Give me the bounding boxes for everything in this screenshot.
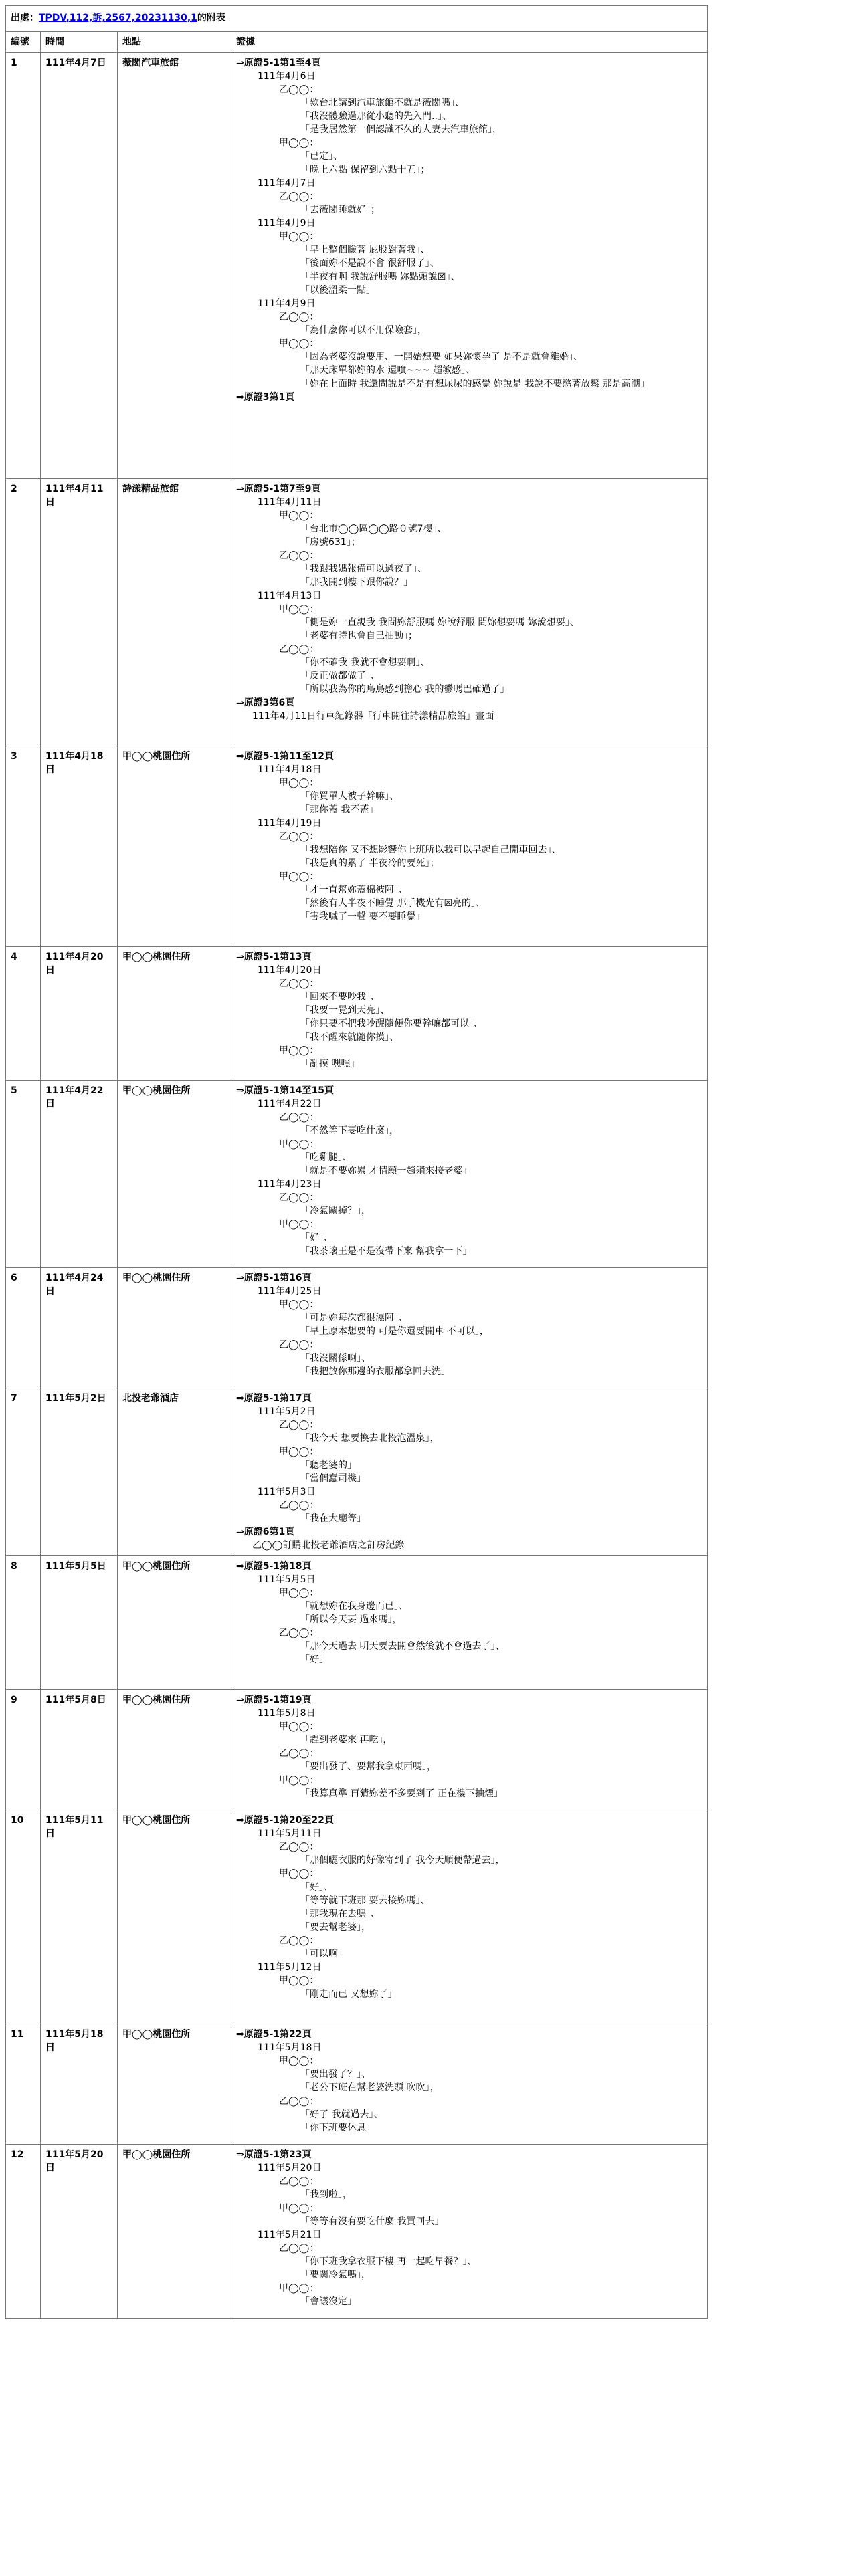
quote-line: 「我茶壞王是不是沒帶下來 幫我拿一下」 [300, 1246, 472, 1257]
caption-prefix: 出處： [11, 13, 39, 23]
speaker-label: 甲◯◯： [279, 510, 319, 521]
quote-line: 「好」、 [300, 1232, 333, 1243]
row-no: 11 [6, 2024, 41, 2145]
quote-line: 「好」 [300, 1654, 328, 1665]
evidence-source: ⇒原證3第6頁 [236, 697, 295, 708]
table-row [6, 1388, 708, 1556]
quote-line: 「我在大廳等」 [300, 1513, 366, 1524]
speaker-label: 甲◯◯： [279, 1775, 319, 1786]
row-evidence [231, 1268, 708, 1388]
row-no: 12 [6, 2145, 41, 2319]
evidence-source: ⇒原證5-1第16頁 [236, 1273, 312, 1283]
quote-line: 「晚上六點 保留到六點十五」； [300, 165, 430, 175]
quote-line: 「趕到老婆來 再吃」， [300, 1735, 393, 1745]
quote-line: 「我想陪你 又不想影響你上班所以我可以早起自己開車回去」、 [300, 845, 561, 855]
quote-line: 「我算真準 再猜妳差不多要到了 正在樓下抽煙」 [300, 1788, 503, 1799]
quote-line: 「早上整個臉著 屁股對著我」、 [300, 245, 430, 255]
quote-line: 「老公下班在幫老婆洗頭 吹吹」， [300, 2082, 440, 2093]
evidence-source: ⇒原證5-1第20至22頁 [236, 1815, 334, 1826]
source-link[interactable]: TPDV,112,訴,2567,20231130,1 [39, 13, 197, 23]
speaker-label: 甲◯◯： [279, 604, 319, 615]
row-time: 111年4月18日 [41, 746, 118, 947]
quote-line: 「我沒體驗過那從小聽的先入門..」、 [300, 111, 452, 122]
evidence-date: 111年4月20日 [258, 965, 322, 976]
evidence-date: 111年4月23日 [258, 1179, 322, 1190]
quote-line: 「聽老婆的」 [300, 1460, 357, 1471]
speaker-label: 甲◯◯： [279, 2056, 319, 2066]
row-time: 111年5月18日 [41, 2024, 118, 2145]
speaker-label: 乙◯◯： [279, 191, 319, 202]
table-row [6, 2145, 708, 2319]
row-place: 詩漾精品旅館 [118, 479, 231, 746]
table-row [6, 2024, 708, 2145]
quote-line: 「我跟我媽報備可以過夜了」、 [300, 564, 427, 574]
speaker-label: 乙◯◯： [279, 84, 319, 95]
evidence-source: ⇒原證5-1第11至12頁 [236, 751, 334, 762]
table-row [6, 1081, 708, 1268]
row-place: 甲◯◯桃園住所 [118, 1690, 231, 1810]
evidence-date: 111年4月9日 [258, 218, 316, 229]
speaker-label: 乙◯◯： [279, 1500, 319, 1511]
quote-line: 「反正做都做了」、 [300, 671, 380, 681]
quote-line: 「我把放你那邊的衣服都拿回去洗」 [300, 1366, 450, 1377]
evidence-source: ⇒原證3第1頁 [236, 392, 295, 403]
row-place: 甲◯◯桃園住所 [118, 2145, 231, 2319]
speaker-label: 甲◯◯： [279, 138, 319, 148]
speaker-label: 甲◯◯： [279, 1045, 319, 1056]
evidence-source: ⇒原證5-1第22頁 [236, 2029, 312, 2040]
row-place: 甲◯◯桃園住所 [118, 1810, 231, 2024]
row-evidence [231, 1556, 708, 1690]
quote-line: 「然後有人半夜不睡覺 那手機光有☒亮的」、 [300, 898, 485, 909]
table-caption [6, 6, 708, 32]
speaker-label: 乙◯◯： [279, 312, 319, 322]
quote-line: 「當個蠢司機」 [300, 1473, 366, 1484]
quote-line: 「會議沒定」 [300, 2296, 357, 2307]
evidence-date: 111年5月12日 [258, 1962, 322, 1973]
quote-line: 「去薇閣睡就好」； [300, 205, 380, 215]
quote-line: 「你只要不把我吵醒隨便你要幹嘛都可以」、 [300, 1018, 483, 1029]
quote-line: 「才一直幫妳蓋棉被阿」、 [300, 885, 408, 895]
table-row [6, 1268, 708, 1388]
quote-line: 「所以今天要 過來嗎」， [300, 1614, 402, 1625]
speaker-label: 甲◯◯： [279, 338, 319, 349]
evidence-table [5, 5, 708, 2319]
quote-line: 「早上原本想要的 可是你還要開車 不可以」， [300, 1326, 489, 1337]
row-evidence [231, 479, 708, 746]
row-evidence [231, 53, 708, 479]
row-evidence [231, 2145, 708, 2319]
speaker-label: 乙◯◯： [279, 1420, 319, 1430]
quote-line: 「可是妳每次都很濕阿」、 [300, 1313, 408, 1323]
evidence-date: 111年5月3日 [258, 1487, 316, 1497]
row-time: 111年4月20日 [41, 947, 118, 1081]
evidence-source: ⇒原證6第1頁 [236, 1527, 295, 1537]
quote-line: 「你不確我 我就不會想要啊」、 [300, 657, 430, 668]
evidence-date: 111年4月11日 [258, 497, 322, 508]
quote-line: 「半夜有啊 我說舒服嗎 妳點頭說☒」、 [300, 272, 460, 282]
header-place: 地點 [118, 32, 231, 53]
row-time: 111年5月11日 [41, 1810, 118, 2024]
row-evidence [231, 2024, 708, 2145]
speaker-label: 乙◯◯： [279, 2243, 319, 2254]
quote-line: 「可以啊」 [300, 1949, 347, 1959]
quote-line: 「剛走而已 又想妳了」 [300, 1989, 397, 2000]
speaker-label: 乙◯◯： [279, 831, 319, 842]
quote-line: 「好了 我就過去」、 [300, 2109, 383, 2120]
speaker-label: 甲◯◯： [279, 778, 319, 788]
quote-line: 「等等有沒有要吃什麼 我買回去」 [300, 2216, 444, 2227]
speaker-label: 乙◯◯： [279, 1628, 319, 1638]
speaker-label: 乙◯◯： [279, 1339, 319, 1350]
quote-line: 「就是不要妳累 才情願一趟躺來接老婆」 [300, 1166, 472, 1176]
speaker-label: 乙◯◯： [279, 1842, 319, 1852]
speaker-label: 乙◯◯： [279, 644, 319, 655]
speaker-label: 乙◯◯： [279, 1935, 319, 1946]
evidence-source: ⇒原證5-1第14至15頁 [236, 1085, 334, 1096]
quote-line: 「老婆有時也會自己抽動」； [300, 631, 417, 641]
quote-line: 「就想妳在我身邊而已」、 [300, 1601, 408, 1612]
speaker-label: 甲◯◯： [279, 1299, 319, 1310]
row-evidence [231, 1081, 708, 1268]
row-place: 甲◯◯桃園住所 [118, 2024, 231, 2145]
evidence-date: 111年5月8日 [258, 1708, 316, 1719]
quote-line: 「那我開到樓下跟你說？」 [300, 577, 413, 588]
row-evidence [231, 1810, 708, 2024]
speaker-label: 乙◯◯： [279, 2176, 319, 2187]
table-row [6, 947, 708, 1081]
evidence-date: 111年4月9日 [258, 298, 316, 309]
speaker-label: 乙◯◯： [279, 2096, 319, 2107]
evidence-source: ⇒原證5-1第13頁 [236, 952, 312, 962]
evidence-date: 111年4月18日 [258, 764, 322, 775]
row-time: 111年4月7日 [41, 53, 118, 479]
table-row [6, 1690, 708, 1810]
quote-line: 「已定」、 [300, 151, 343, 162]
row-evidence [231, 1690, 708, 1810]
quote-line: 「我不醒來就隨你摸」、 [300, 1032, 399, 1043]
quote-line: 「你下班我拿衣服下樓 再一起吃早餐？」、 [300, 2256, 477, 2267]
row-evidence [231, 947, 708, 1081]
quote-line: 「那天床單都妳的水 還噴~~~ 超敏感」、 [300, 365, 476, 376]
quote-line: 「我要一覺到天亮」、 [300, 1005, 389, 1016]
speaker-label: 甲◯◯： [279, 2283, 319, 2294]
quote-line: 「要去幫老婆」， [300, 1922, 371, 1933]
quote-line: 「我到啦」， [300, 2189, 352, 2200]
evidence-date: 111年4月25日 [258, 1286, 322, 1297]
row-place: 甲◯◯桃園住所 [118, 947, 231, 1081]
table-row [6, 746, 708, 947]
evidence-date: 111年4月7日 [258, 178, 316, 189]
row-time: 111年5月20日 [41, 2145, 118, 2319]
speaker-label: 甲◯◯： [279, 1868, 319, 1879]
header-time: 時間 [41, 32, 118, 53]
row-no: 1 [6, 53, 41, 479]
speaker-label: 甲◯◯： [279, 1975, 319, 1986]
evidence-note: 111年4月11日行車紀錄器「行車開往詩漾精品旅館」畫面 [252, 711, 494, 722]
quote-line: 「等等就下班那 要去接妳嗎」、 [300, 1895, 430, 1906]
row-evidence [231, 746, 708, 947]
evidence-source: ⇒原證5-1第1至4頁 [236, 58, 321, 68]
quote-line: 「冷氣關掉？」， [300, 1206, 371, 1216]
row-time: 111年4月24日 [41, 1268, 118, 1388]
quote-line: 「害我喊了一聲 要不要睡覺」 [300, 911, 425, 922]
row-no: 9 [6, 1690, 41, 1810]
row-time: 111年4月22日 [41, 1081, 118, 1268]
row-time: 111年5月2日 [41, 1388, 118, 1556]
row-no: 3 [6, 746, 41, 947]
row-no: 10 [6, 1810, 41, 2024]
speaker-label: 甲◯◯： [279, 2203, 319, 2214]
quote-line: 「我沒關係啊」、 [300, 1353, 371, 1364]
quote-line: 「側是妳一直親我 我問妳舒服嗎 妳說舒服 問妳想要嗎 妳說想要」、 [300, 617, 579, 628]
quote-line: 「所以我為你的鳥鳥感到擔心 我的鬱嗎巴確過了」 [300, 684, 510, 695]
quote-line: 「後面妳不是說不會 很舒服了」、 [300, 258, 440, 269]
row-place: 甲◯◯桃園住所 [118, 1556, 231, 1690]
quote-line: 「妳在上面時 我還問說是不是有想尿尿的感覺 妳說是 我說不要憋著放鬆 那是高潮」 [300, 379, 650, 389]
quote-line: 「我是真的累了 半夜冷的要死」； [300, 858, 440, 869]
quote-line: 「為什麼你可以不用保險套」， [300, 325, 427, 336]
evidence-date: 111年5月21日 [258, 2230, 322, 2240]
table-row [6, 1810, 708, 2024]
quote-line: 「台北市◯◯區◯◯路０號7樓」、 [300, 524, 447, 534]
evidence-date: 111年4月6日 [258, 71, 316, 82]
row-no: 7 [6, 1388, 41, 1556]
quote-line: 「要出發了、要幫我拿東西嗎」， [300, 1761, 436, 1772]
row-place: 甲◯◯桃園住所 [118, 1081, 231, 1268]
speaker-label: 乙◯◯： [279, 550, 319, 561]
evidence-date: 111年4月13日 [258, 591, 322, 601]
quote-line: 「要出發了？」、 [300, 2069, 371, 2080]
speaker-label: 甲◯◯： [279, 871, 319, 882]
speaker-label: 甲◯◯： [279, 1139, 319, 1150]
header-row [6, 32, 708, 53]
row-evidence [231, 1388, 708, 1556]
quote-line: 「那個曬衣服的好像寄到了 我今天順便帶過去」， [300, 1855, 505, 1866]
quote-line: 「欸台北講到汽車旅館不就是薇閣嗎」、 [300, 98, 464, 108]
quote-line: 「以後溫柔一點」 [300, 285, 375, 296]
quote-line: 「我今天 想要換去北投泡溫泉」， [300, 1433, 440, 1444]
caption-suffix: 的附表 [197, 13, 225, 23]
header-no: 編號 [6, 32, 41, 53]
evidence-source: ⇒原證5-1第7至9頁 [236, 484, 321, 494]
quote-line: 「回來不要吵我」、 [300, 992, 380, 1002]
quote-line: 「亂摸 嘿嘿」 [300, 1059, 360, 1069]
quote-line: 「那你蓋 我不蓋」 [300, 804, 379, 815]
evidence-source: ⇒原證5-1第23頁 [236, 2149, 312, 2160]
evidence-source: ⇒原證5-1第17頁 [236, 1393, 312, 1404]
table-row [6, 1556, 708, 1690]
evidence-date: 111年5月18日 [258, 2042, 322, 2053]
quote-line: 「因為老婆沒說要用、一開始想要 如果妳懷孕了 是不是就會離婚」、 [300, 352, 583, 362]
row-no: 8 [6, 1556, 41, 1690]
evidence-date: 111年5月2日 [258, 1406, 316, 1417]
quote-line: 「那我現在去嗎」、 [300, 1909, 380, 1919]
speaker-label: 甲◯◯： [279, 1446, 319, 1457]
caption-row [6, 6, 708, 32]
row-place: 北投老爺酒店 [118, 1388, 231, 1556]
evidence-source: ⇒原證5-1第18頁 [236, 1561, 312, 1572]
speaker-label: 甲◯◯： [279, 1588, 319, 1598]
table-row [6, 53, 708, 479]
row-time: 111年5月8日 [41, 1690, 118, 1810]
row-no: 5 [6, 1081, 41, 1268]
speaker-label: 乙◯◯： [279, 1112, 319, 1123]
row-place: 甲◯◯桃園住所 [118, 746, 231, 947]
evidence-date: 111年5月11日 [258, 1828, 322, 1839]
header-evidence: 證據 [231, 32, 708, 53]
evidence-note: 乙◯◯訂購北投老爺酒店之訂房紀錄 [252, 1540, 405, 1551]
speaker-label: 乙◯◯： [279, 978, 319, 989]
row-place: 甲◯◯桃園住所 [118, 1268, 231, 1388]
quote-line: 「要關冷氣嗎」， [300, 2270, 371, 2280]
row-no: 2 [6, 479, 41, 746]
row-no: 4 [6, 947, 41, 1081]
quote-line: 「那今天過去 明天要去開會然後就不會過去了」、 [300, 1641, 505, 1652]
evidence-date: 111年4月22日 [258, 1099, 322, 1109]
row-place: 薇閣汽車旅館 [118, 53, 231, 479]
quote-line: 「不然等下要吃什麼」， [300, 1125, 399, 1136]
row-time: 111年5月5日 [41, 1556, 118, 1690]
quote-line: 「你買單人被子幹嘛」、 [300, 791, 399, 802]
quote-line: 「是我居然第一個認識不久的人妻去汽車旅館」， [300, 124, 502, 135]
speaker-label: 乙◯◯： [279, 1192, 319, 1203]
quote-line: 「房號631」； [300, 537, 361, 548]
row-no: 6 [6, 1268, 41, 1388]
speaker-label: 乙◯◯： [279, 1748, 319, 1759]
speaker-label: 甲◯◯： [279, 1721, 319, 1732]
quote-line: 「你下班要休息」 [300, 2123, 375, 2133]
evidence-date: 111年4月19日 [258, 818, 322, 829]
speaker-label: 甲◯◯： [279, 231, 319, 242]
evidence-date: 111年5月5日 [258, 1574, 316, 1585]
quote-line: 「吃雞腿」、 [300, 1152, 352, 1163]
quote-line: 「好」、 [300, 1882, 333, 1893]
evidence-date: 111年5月20日 [258, 2163, 322, 2173]
speaker-label: 甲◯◯： [279, 1219, 319, 1230]
evidence-source: ⇒原證5-1第19頁 [236, 1695, 312, 1705]
table-row [6, 479, 708, 746]
row-time: 111年4月11日 [41, 479, 118, 746]
